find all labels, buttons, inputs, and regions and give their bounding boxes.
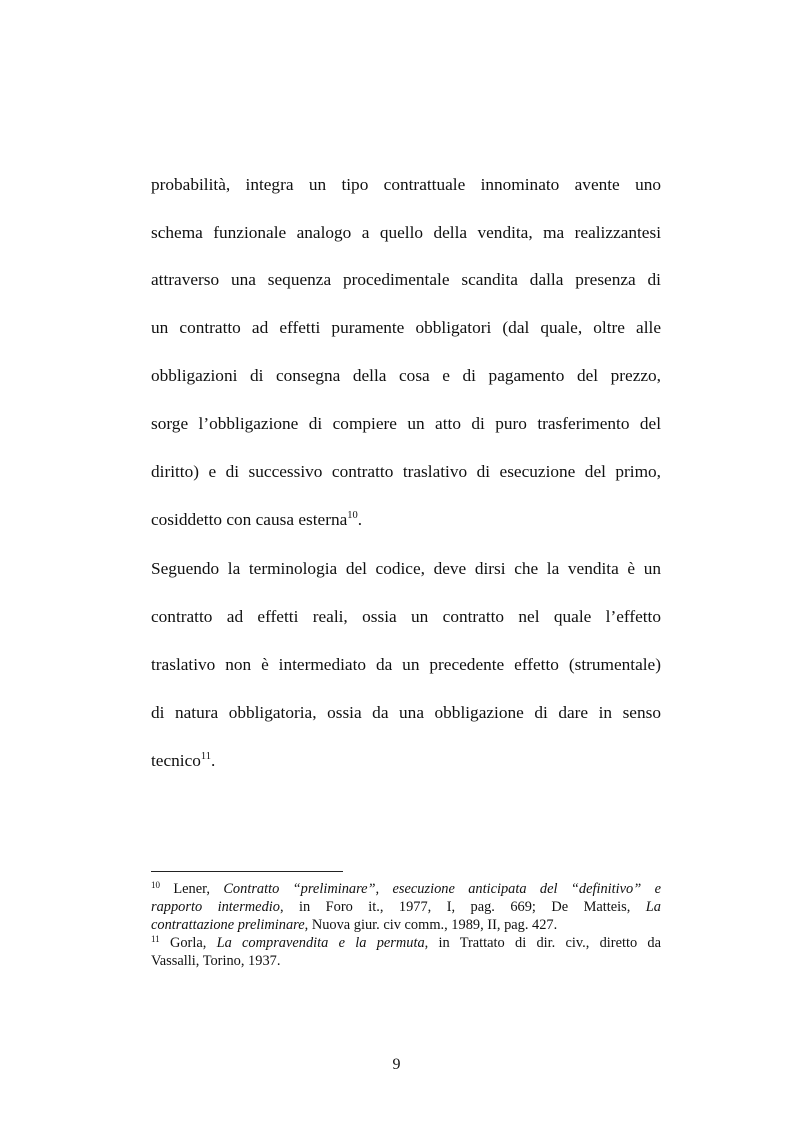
body-line-13 (151, 750, 661, 775)
body-line-6: sorge l’obbligazione di compiere un atto di puro trasferimento del (151, 414, 661, 433)
footnote-ref-11[interactable]: 11 (200, 751, 212, 762)
body-line-4: un contratto ad effetti puramente obbligatori (dal quale, oltre alle (151, 318, 661, 337)
footnote-10-line-2 (151, 898, 661, 916)
body-line-5: obbligazioni di consegna della cosa e di pagamento del prezzo, (151, 366, 661, 385)
body-line-10: contratto ad effetti reali, ossia un contratto nel quale l’effetto (151, 607, 661, 626)
footnote-10-title2-part-1: La (645, 899, 661, 915)
footnote-10-line-1 (151, 880, 661, 899)
footnote-10-line-3 (151, 916, 661, 934)
footnote-11-citation: , in Trattato di dir. civ., diretto da (424, 935, 661, 951)
footnote-10-author: Lener, (173, 881, 210, 897)
body-line-13-text: tecnico (151, 751, 201, 770)
footnote-10-citation-2: , Nuova giur. civ comm., 1989, II, pag. 427. (304, 917, 558, 933)
footnote-10-title2-part-2: contrattazione preliminare (151, 917, 305, 933)
footnote-11-line-1 (151, 934, 661, 953)
footnote-11-number: 11 (151, 934, 160, 944)
page-number: 9 (392, 1056, 401, 1073)
footnote-separator (151, 871, 343, 872)
body-line-8-text: cosiddetto con causa esterna (151, 510, 348, 529)
footnote-11-author: Gorla, (169, 935, 207, 951)
footnote-10-citation-1: , in Foro it., 1977, I, pag. 669; De Matteis, (279, 899, 631, 915)
body-line-9: Seguendo la terminologia del codice, deve dirsi che la vendita è un (151, 559, 661, 578)
body-line-3: attraverso una sequenza procedimentale scandita dalla presenza di (151, 270, 661, 289)
body-line-2: schema funzionale analogo a quello della vendita, ma realizzantesi (151, 223, 661, 242)
footnote-10-number: 10 (151, 880, 160, 890)
footnote-ref-10[interactable]: 10 (347, 510, 358, 521)
footnote-11-title: La compravendita e la permuta (216, 935, 425, 951)
footnote-10-title-part-1: Contratto “preliminare”, esecuzione anticipata del “definitivo” e (223, 881, 661, 897)
footnote-10-title-part-2: rapporto intermedio (151, 899, 280, 915)
body-line-8 (151, 509, 661, 534)
footnote-11-line-2: Vassalli, Torino, 1937. (151, 953, 281, 969)
body-line-12: di natura obbligatoria, ossia da una obbligazione di dare in senso (151, 703, 661, 722)
body-line-1: probabilità, integra un tipo contrattuale innominato avente uno (151, 175, 661, 194)
body-line-13-end: . (211, 751, 216, 770)
body-line-11: traslativo non è intermediato da un precedente effetto (strumentale) (151, 655, 661, 674)
body-line-7: diritto) e di successivo contratto traslativo di esecuzione del primo, (151, 462, 661, 481)
body-line-8-end: . (357, 510, 363, 529)
